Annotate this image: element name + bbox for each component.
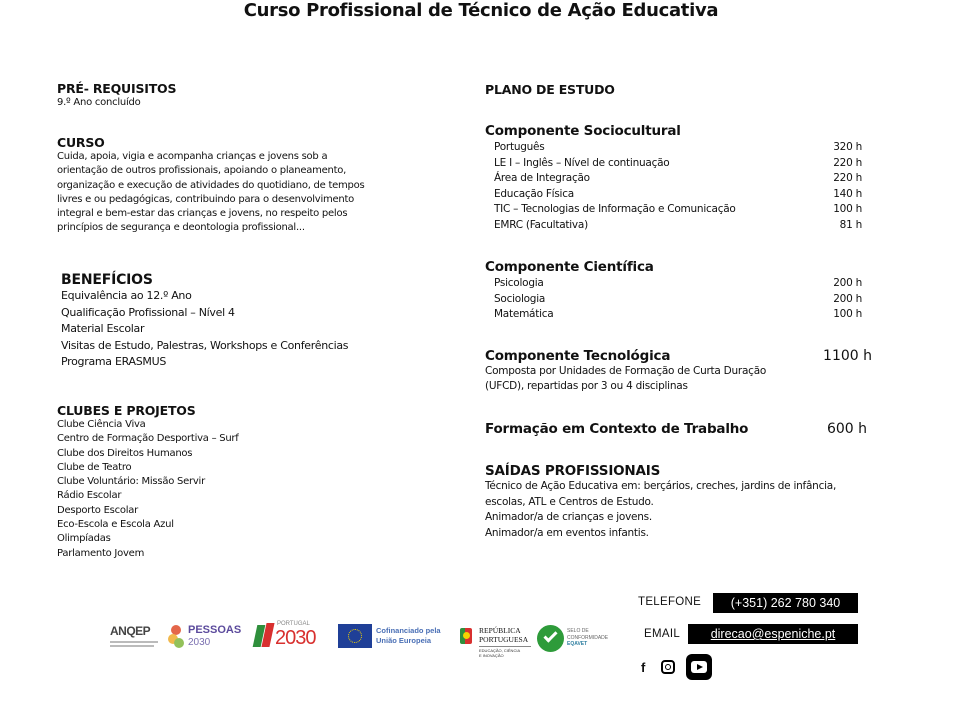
- beneficios-item: Qualificação Profissional – Nível 4: [61, 305, 235, 319]
- email-label: EMAIL: [644, 628, 681, 640]
- tecnologica-line: (UFCD), repartidas por 3 ou 4 disciplinas: [485, 380, 688, 392]
- subject-hours: 220 h: [833, 172, 862, 184]
- subject-row: [485, 202, 862, 218]
- subject-row: [485, 307, 862, 323]
- curso-line: livres e ou pedagógicas, contribuindo para o desenvolvimento: [57, 193, 355, 205]
- subject-hours: 81 h: [839, 218, 862, 231]
- subject-name: LE I – Inglês – Nível de continuação: [494, 156, 670, 169]
- subject-hours: 320 h: [833, 141, 862, 153]
- beneficios-item: Material Escolar: [61, 322, 145, 335]
- subject-row: [485, 218, 862, 234]
- saidas-line: Animador/a de crianças e jovens.: [485, 511, 652, 523]
- subject-name: Português: [494, 141, 545, 153]
- clubes-item: Clube Voluntário: Missão Servir: [57, 476, 205, 488]
- subject-hours: 140 h: [833, 187, 862, 200]
- prerequisitos-heading: PRÉ- REQUISITOS: [57, 81, 177, 96]
- tecnologica-line: Composta por Unidades de Formação de Curta Duração: [485, 365, 767, 377]
- clubes-item: Rádio Escolar: [57, 490, 122, 502]
- clubes-item: Clube Ciência Viva: [57, 419, 146, 430]
- email-link[interactable]: direcao@espeniche.pt: [710, 627, 836, 641]
- facebook-icon[interactable]: f: [641, 660, 646, 675]
- prerequisitos-section: [57, 81, 176, 110]
- checkmark-icon: [537, 625, 564, 652]
- subject-name: Matemática: [494, 308, 554, 320]
- eqavet-logo: SELO DE CONFORMIDADE EQAVET: [537, 625, 617, 653]
- subject-row: [485, 292, 862, 308]
- beneficios-item: Equivalência ao 12.º Ano: [61, 289, 192, 302]
- beneficios-heading: BENEFÍCIOS: [61, 272, 153, 288]
- portugal-2030-logo: PORTUGAL 2030: [255, 621, 327, 653]
- subject-row: [485, 156, 862, 172]
- prerequisitos-text: 9.º Ano concluído: [57, 97, 141, 108]
- subject-hours: 100 h: [833, 203, 862, 215]
- clubes-heading: CLUBES E PROJETOS: [57, 403, 196, 418]
- republica-portuguesa-logo: REPÚBLICA PORTUGUESA EDUCAÇÃO, CIÊNCIA E INOVAÇÃO: [460, 626, 532, 662]
- email-box: [688, 624, 858, 644]
- plano-heading: PLANO DE ESTUDO: [485, 82, 615, 97]
- tecnologica-section: [485, 348, 872, 394]
- subject-hours: 220 h: [833, 156, 862, 169]
- sociocultural-section: [485, 123, 862, 233]
- beneficios-item: Programa ERASMUS: [61, 355, 167, 368]
- phone-number[interactable]: (+351) 262 780 340: [713, 593, 858, 613]
- subject-name: EMRC (Facultativa): [494, 218, 588, 231]
- clubes-item: Desporto Escolar: [57, 504, 139, 516]
- saidas-line: Animador/a em eventos infantis.: [485, 526, 649, 539]
- eu-flag-icon: [338, 624, 372, 648]
- saidas-line: Técnico de Ação Educativa em: berçários, creches, jardins de infância,: [485, 480, 837, 492]
- subject-row: [485, 276, 862, 292]
- cientifica-heading: Componente Científica: [485, 259, 654, 275]
- eu-cofinanced-logo: Cofinanciado pela União Europeia: [338, 624, 448, 650]
- subject-row: [485, 187, 862, 203]
- tecnologica-heading: Componente Tecnológica: [485, 348, 671, 364]
- tecnologica-hours: 1100 h: [823, 348, 872, 364]
- clubes-item: Centro de Formação Desportiva – Surf: [57, 433, 239, 445]
- subject-name: Sociologia: [494, 292, 546, 305]
- subject-row: [485, 171, 862, 187]
- clubes-item: Clube de Teatro: [57, 461, 132, 473]
- beneficios-section: [61, 272, 348, 371]
- curso-line: orientação de outros profissionais, apoiando o planeamento,: [57, 165, 347, 177]
- clubes-item: Olimpíadas: [57, 533, 111, 545]
- saidas-section: [485, 463, 836, 541]
- sociocultural-heading: Componente Sociocultural: [485, 123, 681, 139]
- clubes-section: [57, 403, 239, 561]
- subject-hours: 100 h: [833, 308, 862, 320]
- saidas-line: escolas, ATL e Centros de Estudo.: [485, 495, 654, 508]
- fct-heading: Formação em Contexto de Trabalho: [485, 421, 749, 437]
- phone-label: TELEFONE: [638, 596, 702, 608]
- subject-name: Psicologia: [494, 277, 544, 289]
- subject-name: TIC – Tecnologias de Informação e Comunicação: [494, 203, 736, 215]
- subject-hours: 200 h: [833, 292, 862, 305]
- curso-heading: CURSO: [57, 135, 105, 150]
- subject-row: [485, 140, 862, 156]
- youtube-icon[interactable]: [686, 654, 712, 680]
- clubes-item: Eco-Escola e Escola Azul: [57, 519, 174, 531]
- curso-line: princípios de segurança e deontologia profissional...: [57, 222, 305, 234]
- instagram-icon[interactable]: [661, 660, 675, 674]
- curso-line: organização e execução de atividades do quotidiano, de tempos: [57, 179, 365, 191]
- curso-section: [57, 135, 364, 236]
- pessoas-2030-logo: PESSOAS 2030: [168, 623, 243, 653]
- anqep-logo: ANQEP: [110, 624, 164, 652]
- page-title: Curso Profissional de Técnico de Ação Educativa: [243, 0, 719, 21]
- clubes-item: Parlamento Jovem: [57, 547, 145, 559]
- clubes-item: Clube dos Direitos Humanos: [57, 447, 193, 459]
- curso-line: integral e bem-estar das crianças e jovens, no respeito pelos: [57, 208, 348, 220]
- curso-line: Cuida, apoia, vigia e acompanha crianças e jovens sob a: [57, 151, 328, 162]
- subject-hours: 200 h: [833, 277, 862, 289]
- subject-name: Educação Física: [494, 187, 574, 200]
- fct-section: [485, 421, 867, 437]
- subject-name: Área de Integração: [494, 172, 590, 184]
- cientifica-section: [485, 259, 862, 323]
- beneficios-item: Visitas de Estudo, Palestras, Workshops e Conferências: [61, 338, 349, 352]
- saidas-heading: SAÍDAS PROFISSIONAIS: [485, 463, 661, 479]
- fct-hours: 600 h: [826, 421, 867, 437]
